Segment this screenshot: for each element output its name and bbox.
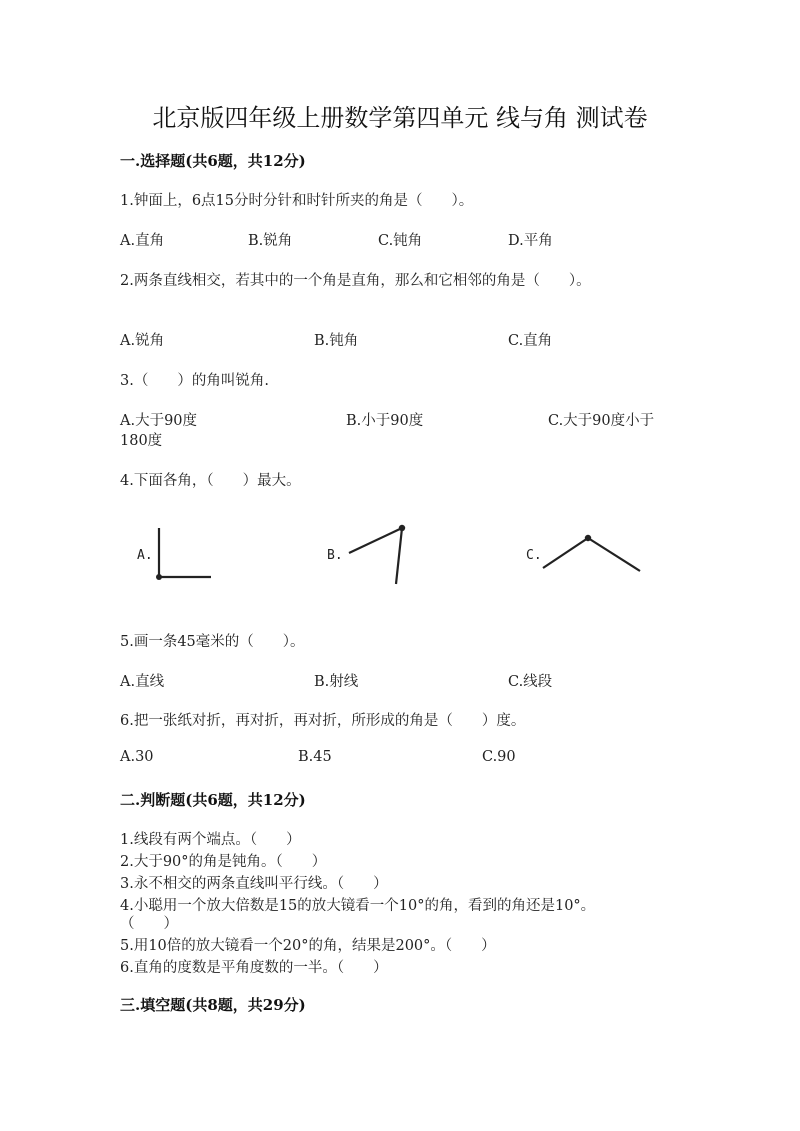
q5-option-b: B.射线 [314,674,359,690]
section-heading-fill-in: 三.填空题(共8题，共29分) [120,996,306,1014]
q1-option-b: B.锐角 [248,233,293,249]
page-title: 北京版四年级上册数学第四单元 线与角 测试卷 [152,104,648,132]
q3-option-c: C.大于90度小于 [548,413,655,429]
question-5: 5.画一条45毫米的（ ）。 [120,634,305,650]
q2-option-b: B.钝角 [314,333,359,349]
q4-figure-label-b: B. [327,548,343,563]
judgment-item-6: 6.直角的度数是平角度数的一半。（ ） [120,960,388,976]
question-3: 3.（ ）的角叫锐角. [120,373,269,389]
q6-option-b: B.45 [298,749,332,765]
question-4: 4.下面各角，（ ）最大。 [120,473,301,489]
judgment-item-4: 4.小聪用一个放大倍数是15的放大镜看一个10°的角，看到的角还是10°。 [120,898,596,914]
judgment-item-1: 1.线段有两个端点。（ ） [120,832,301,848]
q4-angle-figure-b [340,520,410,590]
q4-angle-figure-c [540,530,645,575]
q2-option-a: A.锐角 [120,333,165,349]
q1-option-c: C.钝角 [378,233,423,249]
judgment-item-2: 2.大于90°的角是钝角。（ ） [120,854,327,870]
q6-option-a: A.30 [120,749,154,765]
question-2: 2.两条直线相交，若其中的一个角是直角，那么和它相邻的角是（ ）。 [120,273,591,289]
q3-option-c-continued: 180度 [120,433,163,449]
q2-option-c: C.直角 [508,333,553,349]
judgment-item-5: 5.用10倍的放大镜看一个20°的角，结果是200°。（ ） [120,938,496,954]
judgment-item-3: 3.永不相交的两条直线叫平行线。（ ） [120,876,388,892]
question-6: 6.把一张纸对折，再对折，再对折，所形成的角是（ ）度。 [120,713,526,729]
question-1: 1.钟面上，6点15分时分针和时针所夹的角是（ ）。 [120,193,474,209]
section-heading-choice: 一.选择题(共6题，共12分) [120,152,306,170]
q5-option-c: C.线段 [508,674,553,690]
q4-figure-label-c: C. [526,548,542,563]
judgment-item-4-continued: （ ） [120,916,178,932]
q6-option-c: C.90 [482,749,516,765]
q1-option-d: D.平角 [508,233,553,249]
q4-angle-figure-a [150,520,220,590]
q1-option-a: A.直角 [120,233,165,249]
q4-figure-label-a: A. [137,548,153,563]
q3-option-b: B.小于90度 [346,413,424,429]
q5-option-a: A.直线 [120,674,165,690]
section-heading-judgment: 二.判断题(共6题，共12分) [120,791,306,809]
q3-option-a: A.大于90度 [120,413,198,429]
